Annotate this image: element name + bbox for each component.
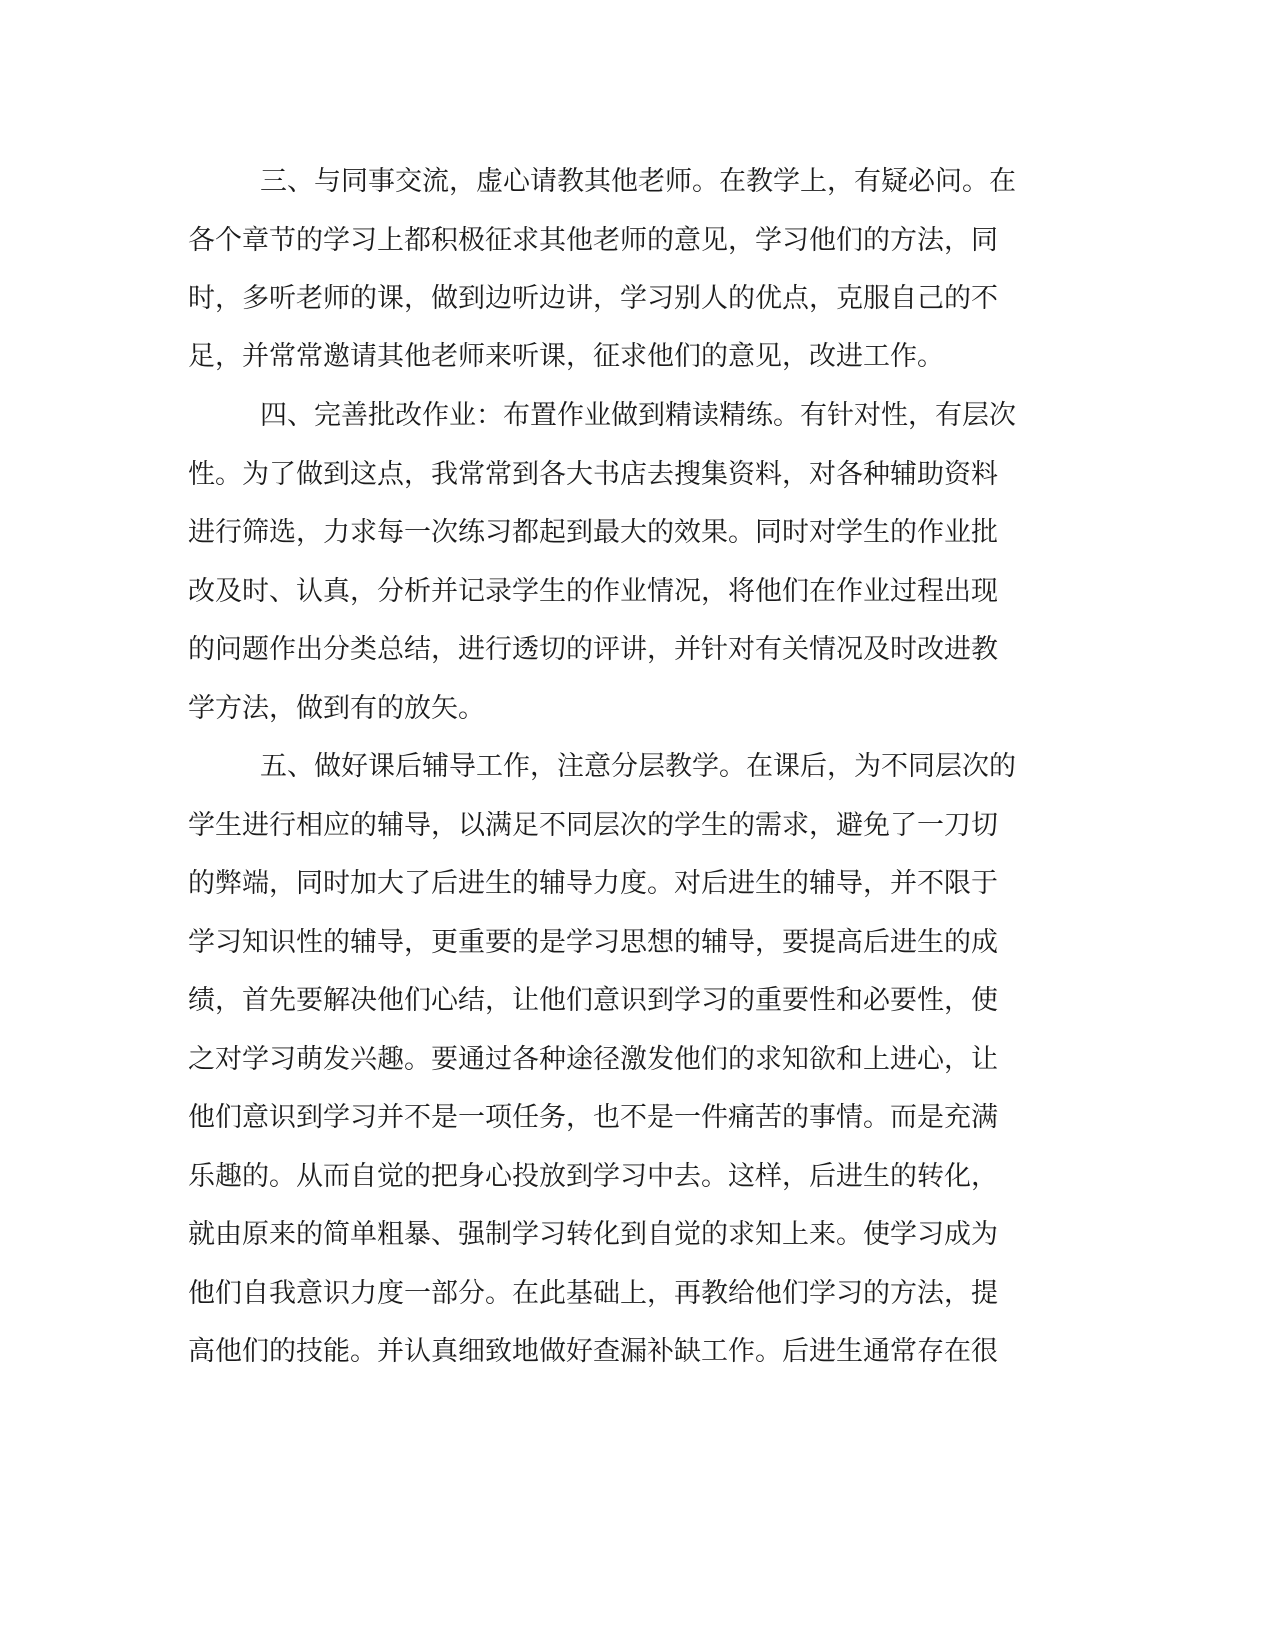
paragraph-3-line-3: 的弊端，同时加大了后进生的辅导力度。对后进生的辅导，并不限于 — [188, 868, 998, 899]
paragraph-3-line-2: 学生进行相应的辅导，以满足不同层次的学生的需求，避免了一刀切 — [188, 810, 998, 841]
paragraph-3-line-10: 他们自我意识力度一部分。在此基础上，再教给他们学习的方法，提 — [188, 1278, 998, 1309]
paragraph-2-line-3: 进行筛选，力求每一次练习都起到最大的效果。同时对学生的作业批 — [188, 517, 998, 548]
paragraph-3-line-11: 高他们的技能。并认真细致地做好查漏补缺工作。后进生通常存在很 — [188, 1336, 998, 1367]
paragraph-1-line-3: 时，多听老师的课，做到边听边讲，学习别人的优点，克服自己的不 — [188, 283, 998, 314]
paragraph-3-line-5: 绩，首先要解决他们心结，让他们意识到学习的重要性和必要性，使 — [188, 985, 998, 1016]
paragraph-1-line-1: 三、与同事交流，虚心请教其他老师。在教学上，有疑必问。在 — [260, 166, 1016, 197]
paragraph-3-line-9: 就由原来的简单粗暴、强制学习转化到自觉的求知上来。使学习成为 — [188, 1219, 998, 1250]
paragraph-3-line-1: 五、做好课后辅导工作，注意分层教学。在课后，为不同层次的 — [260, 751, 1016, 782]
paragraph-3-line-6: 之对学习萌发兴趣。要通过各种途径激发他们的求知欲和上进心，让 — [188, 1044, 998, 1075]
paragraph-2-line-2: 性。为了做到这点，我常常到各大书店去搜集资料，对各种辅助资料 — [188, 459, 998, 490]
paragraph-2-line-6: 学方法，做到有的放矢。 — [188, 693, 485, 724]
paragraph-2-line-5: 的问题作出分类总结，进行透切的评讲，并针对有关情况及时改进教 — [188, 634, 998, 665]
paragraph-3-line-4: 学习知识性的辅导，更重要的是学习思想的辅导，要提高后进生的成 — [188, 927, 998, 958]
paragraph-2-line-1: 四、完善批改作业：布置作业做到精读精练。有针对性，有层次 — [260, 400, 1016, 431]
paragraph-1-line-2: 各个章节的学习上都积极征求其他老师的意见，学习他们的方法，同 — [188, 225, 998, 256]
paragraph-3-line-8: 乐趣的。从而自觉的把身心投放到学习中去。这样，后进生的转化， — [188, 1161, 998, 1192]
paragraph-3-line-7: 他们意识到学习并不是一项任务，也不是一件痛苦的事情。而是充满 — [188, 1102, 998, 1133]
paragraph-1-line-4: 足，并常常邀请其他老师来听课，征求他们的意见，改进工作。 — [188, 341, 944, 372]
paragraph-2-line-4: 改及时、认真，分析并记录学生的作业情况，将他们在作业过程出现 — [188, 576, 998, 607]
